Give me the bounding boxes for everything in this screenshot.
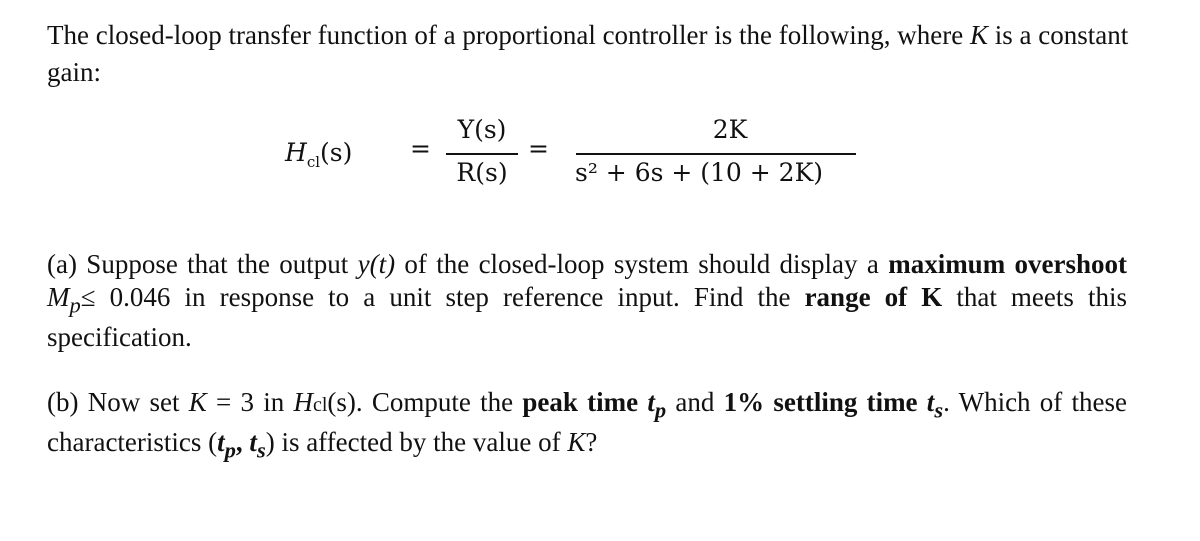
peak-time-bold: peak time [522,387,648,417]
intro-line: The closed-loop transfer function of a proportional controller is the following, where [47,20,970,50]
equals-sign-2: = [528,134,549,163]
transfer-function-lhs [285,138,352,171]
k-symbol: K [188,387,207,417]
fraction-2-numerator: 2K [712,115,748,144]
equals-sign-1: = [410,134,431,163]
fraction-2-denominator: s² + 6s + (10 + 2K) [575,158,824,187]
fraction-2-bar [576,153,856,155]
cl-subscript: cl [306,153,321,171]
gain-symbol: K [969,20,988,50]
fraction-1-bar [446,153,518,155]
maximum-overshoot-bold: maximum overshoot [888,249,1128,279]
s-argument: (s) [320,138,353,167]
intro-text [47,17,1157,91]
h-symbol: H [285,138,307,167]
h-symbol-b: H [293,387,313,417]
mp-symbol: M [47,282,70,312]
fraction-1-numerator: Y(s) [457,115,507,144]
part-a-question: (a) Suppose that the output y(t) of the closed-loop system should display a maximum overshoot $M_p\le 0.046$ in response to a unit step reference input. Find the range of K that meets this specification. [47,249,1128,353]
output-symbol: y(t) [357,249,396,279]
fraction-1-denominator: R(s) [456,158,508,187]
range-of-k-bold: range of K [804,282,943,312]
intro-line-end: is a constant gain: [47,20,1129,87]
part-b-question: (b) Now set K = 3 in Hcl(s). Compute the peak time $t_p$ and 1% settling time $t_s$. Which of these characteristics ($t_p$, $t_s$) is affected by the value of K? [47,387,1128,463]
settling-time-bold: 1% settling time [723,387,927,417]
